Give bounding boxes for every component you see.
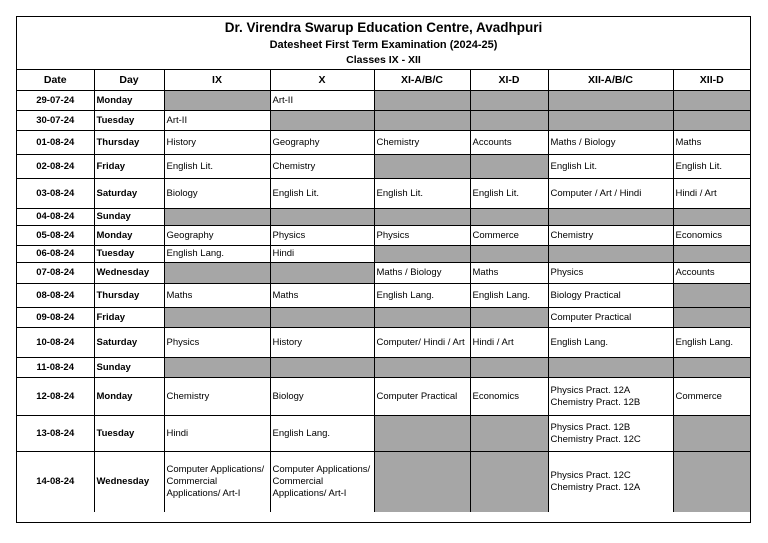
exam-schedule-table <box>17 70 750 512</box>
subject-cell: English Lit. <box>470 179 548 209</box>
subject-cell: Computer Applications/ Commercial Applications/ Art-I <box>270 452 374 512</box>
subject-cell: English Lit. <box>548 155 673 179</box>
day-cell: Monday <box>94 378 164 416</box>
subject-cell: English Lit. <box>374 179 470 209</box>
no-exam-cell <box>470 155 548 179</box>
no-exam-cell <box>470 416 548 452</box>
subject-cell: English Lit. <box>673 155 750 179</box>
day-cell: Wednesday <box>94 263 164 284</box>
subject-cell: Hindi / Art <box>470 328 548 358</box>
no-exam-cell <box>374 91 470 111</box>
column-header: XII-A/B/C <box>548 70 673 91</box>
day-cell: Tuesday <box>94 111 164 131</box>
subject-cell: Art-II <box>164 111 270 131</box>
date-cell: 02-08-24 <box>17 155 94 179</box>
subject-cell: Chemistry <box>374 131 470 155</box>
no-exam-cell <box>470 91 548 111</box>
day-cell: Friday <box>94 155 164 179</box>
subject-cell: History <box>270 328 374 358</box>
no-exam-cell <box>548 209 673 226</box>
table-row <box>17 284 750 308</box>
day-cell: Sunday <box>94 358 164 378</box>
no-exam-cell <box>374 209 470 226</box>
subject-cell: Biology <box>164 179 270 209</box>
no-exam-cell <box>270 263 374 284</box>
subject-cell: Physics Pract. 12C Chemistry Pract. 12A <box>548 452 673 512</box>
day-cell: Tuesday <box>94 246 164 263</box>
subject-cell: Computer Applications/ Commercial Applications/ Art-I <box>164 452 270 512</box>
subject-cell: English Lit. <box>164 155 270 179</box>
column-header: IX <box>164 70 270 91</box>
table-row <box>17 111 750 131</box>
no-exam-cell <box>164 308 270 328</box>
day-cell: Thursday <box>94 284 164 308</box>
column-header: XII-D <box>673 70 750 91</box>
date-cell: 08-08-24 <box>17 284 94 308</box>
subject-cell: Hindi <box>164 416 270 452</box>
subject-cell: English Lang. <box>548 328 673 358</box>
no-exam-cell <box>270 358 374 378</box>
no-exam-cell <box>470 209 548 226</box>
subject-cell: Computer/ Hindi / Art <box>374 328 470 358</box>
subject-cell: Physics <box>548 263 673 284</box>
no-exam-cell <box>374 155 470 179</box>
table-row <box>17 226 750 246</box>
table-row <box>17 328 750 358</box>
subject-cell: Economics <box>673 226 750 246</box>
no-exam-cell <box>270 111 374 131</box>
subject-cell: Chemistry <box>164 378 270 416</box>
subject-cell: Biology Practical <box>548 284 673 308</box>
table-row <box>17 131 750 155</box>
no-exam-cell <box>470 452 548 512</box>
table-row <box>17 416 750 452</box>
no-exam-cell <box>164 209 270 226</box>
date-cell: 05-08-24 <box>17 226 94 246</box>
no-exam-cell <box>673 246 750 263</box>
column-header: Date <box>17 70 94 91</box>
subject-cell: Physics Pract. 12B Chemistry Pract. 12C <box>548 416 673 452</box>
table-row <box>17 263 750 284</box>
no-exam-cell <box>164 263 270 284</box>
subject-cell: English Lang. <box>270 416 374 452</box>
table-row <box>17 358 750 378</box>
subject-cell: Computer Practical <box>374 378 470 416</box>
subject-cell: Physics <box>270 226 374 246</box>
date-cell: 12-08-24 <box>17 378 94 416</box>
table-row <box>17 91 750 111</box>
exam-subtitle: Datesheet First Term Examination (2024-25) <box>269 39 498 51</box>
no-exam-cell <box>374 308 470 328</box>
datesheet-header <box>17 17 750 70</box>
subject-cell: Biology <box>270 378 374 416</box>
column-header: X <box>270 70 374 91</box>
table-row <box>17 155 750 179</box>
subject-cell: Economics <box>470 378 548 416</box>
date-cell: 10-08-24 <box>17 328 94 358</box>
subject-cell: Physics Pract. 12A Chemistry Pract. 12B <box>548 378 673 416</box>
table-row <box>17 378 750 416</box>
no-exam-cell <box>470 308 548 328</box>
date-cell: 06-08-24 <box>17 246 94 263</box>
subject-cell: Geography <box>270 131 374 155</box>
subject-cell: Accounts <box>470 131 548 155</box>
subject-cell: Maths <box>470 263 548 284</box>
schedule-body <box>17 91 750 512</box>
day-cell: Monday <box>94 226 164 246</box>
no-exam-cell <box>548 111 673 131</box>
no-exam-cell <box>673 308 750 328</box>
subject-cell: English Lang. <box>374 284 470 308</box>
no-exam-cell <box>673 91 750 111</box>
subject-cell: English Lang. <box>470 284 548 308</box>
subject-cell: Accounts <box>673 263 750 284</box>
subject-cell: Hindi <box>270 246 374 263</box>
no-exam-cell <box>164 91 270 111</box>
subject-cell: Chemistry <box>548 226 673 246</box>
date-cell: 03-08-24 <box>17 179 94 209</box>
subject-cell: Hindi / Art <box>673 179 750 209</box>
date-cell: 30-07-24 <box>17 111 94 131</box>
day-cell: Saturday <box>94 179 164 209</box>
no-exam-cell <box>470 111 548 131</box>
subject-cell: Maths / Biology <box>548 131 673 155</box>
no-exam-cell <box>470 246 548 263</box>
date-cell: 13-08-24 <box>17 416 94 452</box>
day-cell: Wednesday <box>94 452 164 512</box>
date-cell: 01-08-24 <box>17 131 94 155</box>
classes-label: Classes IX - XII <box>346 54 421 66</box>
day-cell: Sunday <box>94 209 164 226</box>
column-header: Day <box>94 70 164 91</box>
no-exam-cell <box>374 246 470 263</box>
column-header: XI-A/B/C <box>374 70 470 91</box>
subject-cell: Computer / Art / Hindi <box>548 179 673 209</box>
no-exam-cell <box>673 358 750 378</box>
date-cell: 11-08-24 <box>17 358 94 378</box>
table-row <box>17 308 750 328</box>
table-row <box>17 246 750 263</box>
no-exam-cell <box>548 91 673 111</box>
column-header: XI-D <box>470 70 548 91</box>
subject-cell: English Lit. <box>270 179 374 209</box>
date-cell: 07-08-24 <box>17 263 94 284</box>
no-exam-cell <box>270 209 374 226</box>
no-exam-cell <box>164 358 270 378</box>
date-cell: 09-08-24 <box>17 308 94 328</box>
subject-cell: History <box>164 131 270 155</box>
table-row <box>17 452 750 512</box>
no-exam-cell <box>270 308 374 328</box>
subject-cell: Maths / Biology <box>374 263 470 284</box>
no-exam-cell <box>673 209 750 226</box>
date-cell: 04-08-24 <box>17 209 94 226</box>
no-exam-cell <box>673 111 750 131</box>
subject-cell: Geography <box>164 226 270 246</box>
table-row <box>17 209 750 226</box>
no-exam-cell <box>673 452 750 512</box>
subject-cell: Commerce <box>673 378 750 416</box>
subject-cell: Art-II <box>270 91 374 111</box>
subject-cell: Maths <box>673 131 750 155</box>
subject-cell: Chemistry <box>270 155 374 179</box>
subject-cell: Computer Practical <box>548 308 673 328</box>
no-exam-cell <box>548 358 673 378</box>
date-cell: 29-07-24 <box>17 91 94 111</box>
table-row <box>17 179 750 209</box>
subject-cell: Commerce <box>470 226 548 246</box>
no-exam-cell <box>374 416 470 452</box>
no-exam-cell <box>673 416 750 452</box>
subject-cell: Maths <box>270 284 374 308</box>
day-cell: Tuesday <box>94 416 164 452</box>
subject-cell: English Lang. <box>164 246 270 263</box>
subject-cell: English Lang. <box>673 328 750 358</box>
no-exam-cell <box>374 452 470 512</box>
school-title: Dr. Virendra Swarup Education Centre, Avadhpuri <box>224 20 543 35</box>
no-exam-cell <box>548 246 673 263</box>
column-header-row <box>17 70 750 91</box>
day-cell: Friday <box>94 308 164 328</box>
no-exam-cell <box>374 358 470 378</box>
day-cell: Monday <box>94 91 164 111</box>
subject-cell: Maths <box>164 284 270 308</box>
no-exam-cell <box>673 284 750 308</box>
datesheet <box>16 16 751 523</box>
date-cell: 14-08-24 <box>17 452 94 512</box>
no-exam-cell <box>374 111 470 131</box>
subject-cell: Physics <box>164 328 270 358</box>
no-exam-cell <box>470 358 548 378</box>
day-cell: Saturday <box>94 328 164 358</box>
subject-cell: Physics <box>374 226 470 246</box>
day-cell: Thursday <box>94 131 164 155</box>
